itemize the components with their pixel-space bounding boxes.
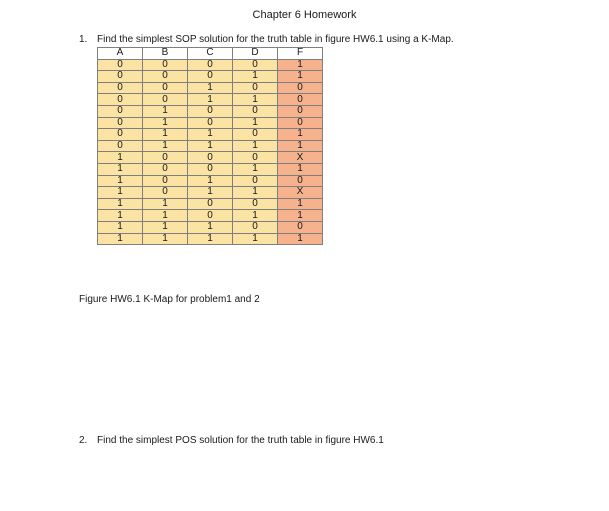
header-d: D [233,48,278,60]
table-row [98,82,323,94]
table-row [98,187,323,199]
header-b: B [143,48,188,60]
cell-b: 0 [143,71,188,83]
cell-b: 1 [143,221,188,233]
cell-b: 0 [143,187,188,199]
table-row [98,140,323,152]
table-row [98,221,323,233]
header-f: F [278,48,323,60]
cell-a: 0 [98,94,143,106]
table-row [98,175,323,187]
cell-a: 0 [98,117,143,129]
cell-c: 1 [188,140,233,152]
question-1-number: 1. [79,34,88,45]
cell-b: 1 [143,117,188,129]
cell-f: 1 [278,71,323,83]
cell-d: 1 [233,71,278,83]
cell-b: 0 [143,82,188,94]
header-c: C [188,48,233,60]
table-row [98,210,323,222]
cell-f: 1 [278,163,323,175]
cell-f: X [278,187,323,199]
question-2-text: Find the simplest POS solution for the truth table in figure HW6.1 [97,435,384,446]
cell-b: 1 [143,129,188,141]
cell-a: 1 [98,175,143,187]
cell-f: 1 [278,198,323,210]
cell-a: 1 [98,198,143,210]
cell-a: 0 [98,140,143,152]
cell-d: 1 [233,187,278,199]
cell-f: 0 [278,94,323,106]
cell-b: 0 [143,59,188,71]
table-row [98,233,323,245]
cell-c: 1 [188,94,233,106]
cell-c: 1 [188,233,233,245]
cell-c: 0 [188,210,233,222]
cell-a: 1 [98,163,143,175]
question-2 [79,435,384,446]
cell-b: 1 [143,233,188,245]
truth-table-header-row [98,48,323,60]
cell-b: 0 [143,94,188,106]
cell-c: 1 [188,221,233,233]
cell-a: 1 [98,210,143,222]
table-row [98,59,323,71]
truth-table [97,47,323,245]
cell-a: 0 [98,82,143,94]
cell-f: 1 [278,140,323,152]
cell-d: 1 [233,94,278,106]
cell-d: 0 [233,221,278,233]
cell-f: 1 [278,210,323,222]
question-2-number: 2. [79,435,88,446]
cell-b: 1 [143,198,188,210]
cell-c: 0 [188,71,233,83]
cell-d: 1 [233,117,278,129]
question-1 [79,34,454,45]
cell-d: 0 [233,198,278,210]
cell-f: 1 [278,129,323,141]
cell-b: 0 [143,152,188,164]
cell-c: 1 [188,187,233,199]
table-row [98,105,323,117]
cell-d: 0 [233,105,278,117]
cell-a: 1 [98,152,143,164]
cell-c: 1 [188,129,233,141]
cell-c: 0 [188,163,233,175]
cell-a: 1 [98,233,143,245]
table-row [98,71,323,83]
table-row [98,94,323,106]
table-row [98,129,323,141]
table-row [98,163,323,175]
cell-d: 1 [233,233,278,245]
table-row [98,198,323,210]
cell-d: 1 [233,163,278,175]
cell-f: 0 [278,175,323,187]
truth-table-body [98,59,323,245]
cell-b: 0 [143,175,188,187]
cell-b: 1 [143,210,188,222]
cell-a: 1 [98,221,143,233]
cell-c: 0 [188,117,233,129]
cell-f: 0 [278,117,323,129]
cell-b: 1 [143,105,188,117]
cell-a: 0 [98,71,143,83]
figure-caption: Figure HW6.1 K-Map for problem1 and 2 [79,294,260,305]
cell-c: 1 [188,82,233,94]
cell-c: 0 [188,152,233,164]
cell-f: 0 [278,82,323,94]
cell-d: 0 [233,175,278,187]
cell-c: 0 [188,59,233,71]
cell-f: X [278,152,323,164]
cell-c: 1 [188,175,233,187]
cell-d: 0 [233,129,278,141]
cell-c: 0 [188,198,233,210]
cell-d: 1 [233,140,278,152]
cell-f: 1 [278,59,323,71]
cell-d: 1 [233,210,278,222]
cell-a: 0 [98,59,143,71]
cell-a: 0 [98,105,143,117]
cell-f: 1 [278,233,323,245]
cell-d: 0 [233,59,278,71]
cell-f: 0 [278,221,323,233]
question-1-text: Find the simplest SOP solution for the truth table in figure HW6.1 using a K-Map. [97,34,454,45]
cell-a: 1 [98,187,143,199]
table-row [98,117,323,129]
cell-b: 1 [143,140,188,152]
page-title: Chapter 6 Homework [252,9,357,21]
cell-f: 0 [278,105,323,117]
cell-d: 0 [233,82,278,94]
table-row [98,152,323,164]
header-a: A [98,48,143,60]
cell-d: 0 [233,152,278,164]
cell-c: 0 [188,105,233,117]
cell-a: 0 [98,129,143,141]
cell-b: 0 [143,163,188,175]
